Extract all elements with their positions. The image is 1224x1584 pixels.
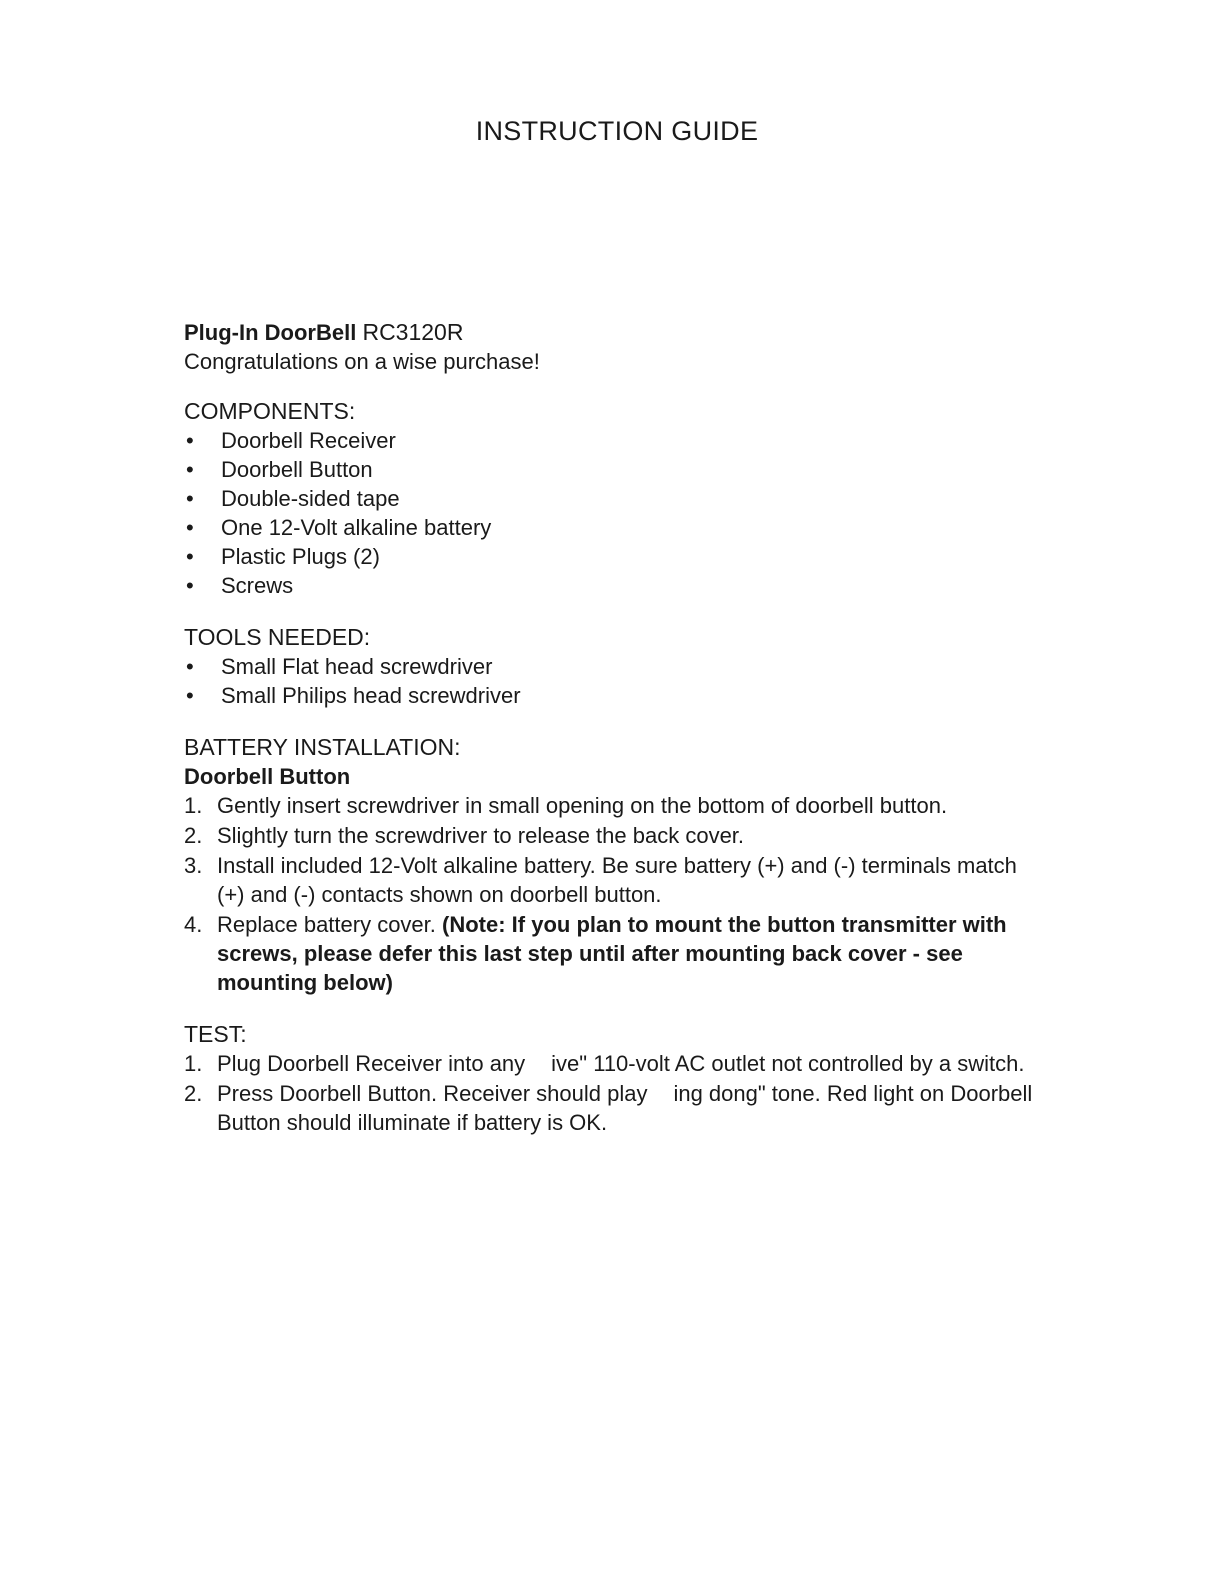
product-model: RC3120R — [362, 319, 464, 345]
step-number: 2. — [184, 823, 203, 848]
tools-list — [184, 652, 1034, 710]
step-item — [184, 1079, 1034, 1137]
step-text: ing dong" tone. Red light on Doorbell Button should illuminate if battery is OK. — [217, 1081, 1033, 1135]
test-heading: TEST: — [184, 1021, 247, 1047]
product-name: Plug-In DoorBell — [184, 320, 357, 345]
list-item: • Doorbell Receiver — [184, 426, 1034, 455]
step-item — [184, 1049, 1034, 1078]
battery-installation-heading: BATTERY INSTALLATION: — [184, 734, 461, 760]
step-item — [184, 910, 1034, 997]
step-note: (Note: If you plan to mount the button transmitter with screws, please defer this last step until after mounting back cover - see mounting below) — [217, 912, 1007, 995]
step-number: 3. — [184, 853, 203, 878]
step-text: Gently insert screwdriver in small opening on the bottom of doorbell button. — [217, 793, 948, 818]
step-item — [184, 791, 1034, 820]
list-item: • Doorbell Button — [184, 455, 1034, 484]
step-text: Install included 12-Volt alkaline battery. Be sure battery (+) and (-) terminals match (+) and (-) contacts shown on doorbell button. — [217, 853, 1017, 907]
list-item: • Plastic Plugs (2) — [184, 542, 1034, 571]
tools-heading: TOOLS NEEDED: — [184, 624, 371, 650]
test-steps-list — [184, 1049, 1034, 1137]
list-item: • Screws — [184, 571, 1034, 600]
step-text: Press Doorbell Button. Receiver should play — [217, 1081, 648, 1106]
product-line — [184, 318, 1034, 347]
step-text: Replace battery cover. — [217, 912, 443, 937]
step-text: ive" 110-volt AC outlet not controlled by a switch. — [551, 1051, 1025, 1076]
list-item: • Double-sided tape — [184, 484, 1034, 513]
congratulations-text: Congratulations on a wise purchase! — [184, 349, 540, 374]
list-item: • Small Flat head screwdriver — [184, 652, 1034, 681]
step-number: 4. — [184, 912, 203, 937]
step-text: Slightly turn the screwdriver to release the back cover. — [217, 823, 745, 848]
battery-steps-list — [184, 791, 1034, 997]
doorbell-button-subheading: Doorbell Button — [184, 764, 351, 789]
step-item — [184, 851, 1034, 909]
components-heading: COMPONENTS: — [184, 398, 356, 424]
step-number: 1. — [184, 793, 203, 818]
document-body — [184, 318, 1034, 1159]
step-item — [184, 821, 1034, 850]
components-list — [184, 426, 1034, 600]
list-item: • One 12-Volt alkaline battery — [184, 513, 1034, 542]
step-text: Plug Doorbell Receiver into any — [217, 1051, 526, 1076]
page-title: INSTRUCTION GUIDE — [475, 116, 759, 146]
step-number: 2. — [184, 1081, 203, 1106]
step-number: 1. — [184, 1051, 203, 1076]
list-item: • Small Philips head screwdriver — [184, 681, 1034, 710]
